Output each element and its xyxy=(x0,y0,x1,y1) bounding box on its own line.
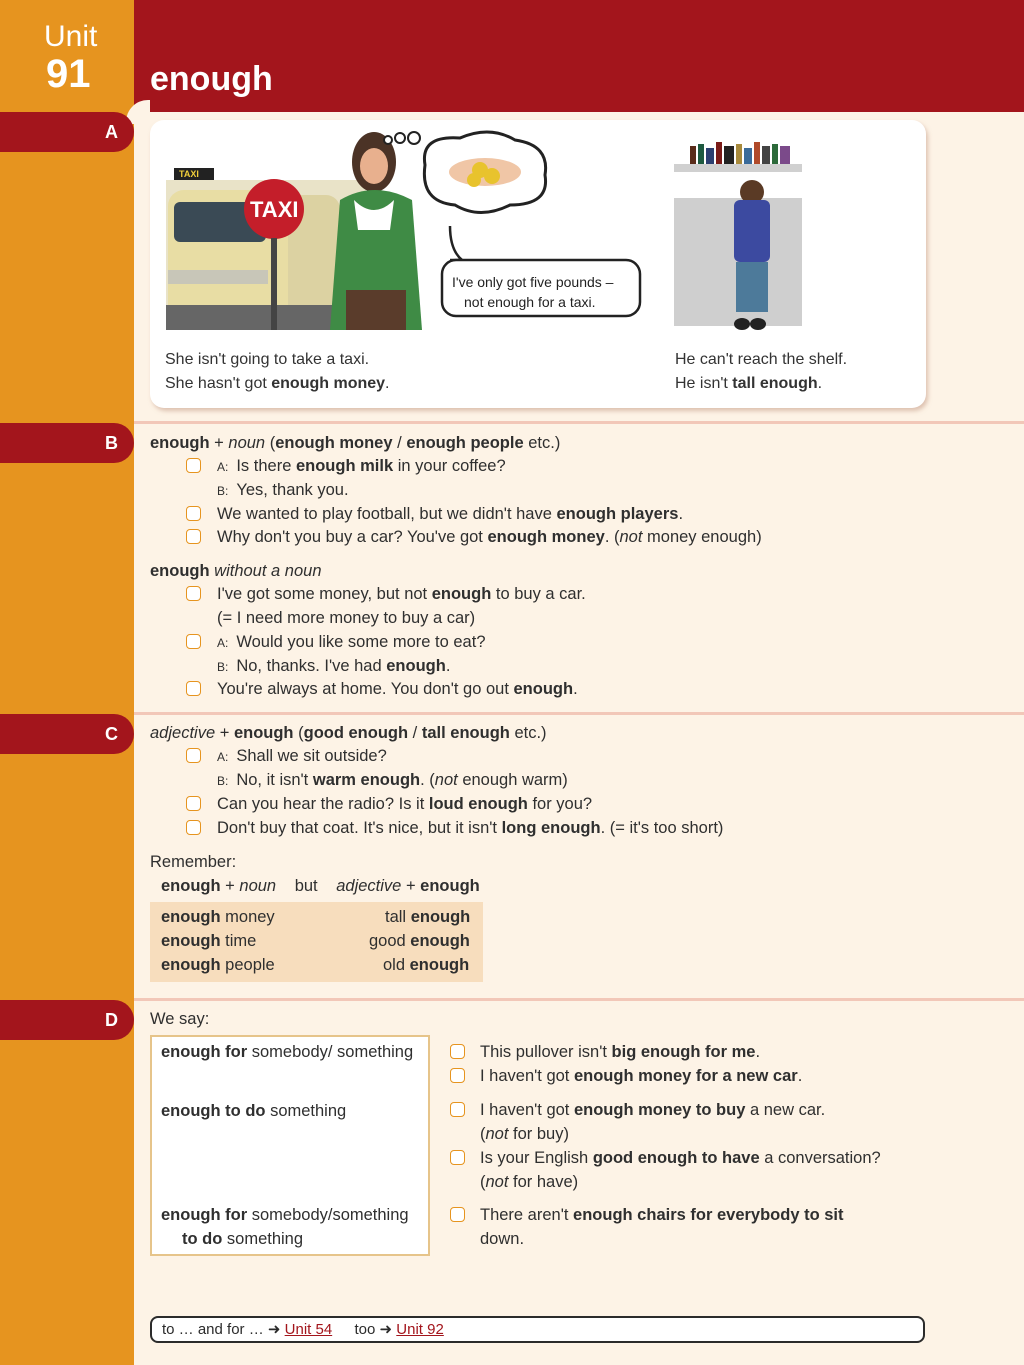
example-d4: Is your English good enough to have a conversation? xyxy=(480,1149,881,1167)
section-divider xyxy=(134,421,1024,424)
remember-label: Remember: xyxy=(150,853,237,871)
footer-text-1: to … and for … xyxy=(162,1321,264,1338)
section-b-heading-2: enough without a noun xyxy=(150,562,322,580)
example-d5b: down. xyxy=(480,1230,525,1248)
example-checkbox[interactable] xyxy=(186,796,201,811)
example-b5b: B: No, thanks. I've had enough. xyxy=(217,657,451,675)
example-checkbox[interactable] xyxy=(186,681,201,696)
example-checkbox[interactable] xyxy=(186,458,201,473)
section-divider xyxy=(134,998,1024,1001)
link-unit-54[interactable]: Unit 54 xyxy=(284,1321,333,1338)
example-c2: Can you hear the radio? Is it loud enough for you? xyxy=(217,795,593,813)
footer-text-2: too xyxy=(354,1321,376,1338)
speech-tail xyxy=(450,226,462,260)
example-b2: We wanted to play football, but we didn't have enough players. xyxy=(217,505,684,523)
example-checkbox[interactable] xyxy=(450,1207,465,1222)
example-b6: You're always at home. You don't go out enough. xyxy=(217,680,578,698)
illustration-panel xyxy=(150,120,926,408)
example-checkbox[interactable] xyxy=(186,820,201,835)
example-checkbox[interactable] xyxy=(186,748,201,763)
remember-row-right: old enough xyxy=(383,956,470,974)
page-title: enough xyxy=(150,60,273,98)
example-checkbox[interactable] xyxy=(186,586,201,601)
arrow-right-icon: ➜ xyxy=(379,1321,393,1338)
example-c1a: A: Shall we sit outside? xyxy=(217,747,387,765)
unit-number: 91 xyxy=(46,52,91,96)
example-d3b: (not for buy) xyxy=(480,1125,569,1143)
example-checkbox[interactable] xyxy=(450,1102,465,1117)
link-unit-92[interactable]: Unit 92 xyxy=(396,1321,444,1338)
example-c3: Don't buy that coat. It's nice, but it isn't long enough. (= it's too short) xyxy=(217,819,724,837)
example-checkbox[interactable] xyxy=(186,529,201,544)
speech-line-1: I've only got five pounds – xyxy=(452,274,614,290)
section-tab-c: C xyxy=(0,714,134,754)
remember-row-right: tall enough xyxy=(385,908,471,926)
example-d2: I haven't got enough money for a new car. xyxy=(480,1067,803,1085)
example-b3: Why don't you buy a car? You've got enough money. (not money enough) xyxy=(217,528,762,546)
section-d-intro: We say: xyxy=(150,1010,210,1028)
section-tab-d: D xyxy=(0,1000,134,1040)
remember-row-left: enough people xyxy=(161,956,275,974)
remember-compare: enough + noun but adjective + enough xyxy=(161,877,480,895)
woman-illustration xyxy=(330,132,422,330)
example-b1a: A: Is there enough milk in your coffee? xyxy=(217,457,506,475)
example-d4b: (not for have) xyxy=(480,1173,579,1191)
taxi-sign: TAXI xyxy=(250,197,299,222)
example-b4: I've got some money, but not enough to buy a car. xyxy=(217,585,586,603)
example-d5: There aren't enough chairs for everybody to sit xyxy=(480,1206,844,1224)
arrow-right-icon: ➜ xyxy=(267,1321,281,1338)
remember-row-right: good enough xyxy=(369,932,470,950)
example-b1b: B: Yes, thank you. xyxy=(217,481,349,499)
section-divider xyxy=(134,712,1024,715)
section-b-heading: enough + noun (enough money / enough people etc.) xyxy=(150,434,561,452)
remember-row-left: enough money xyxy=(161,908,275,926)
taxi-roof-sign: TAXI xyxy=(179,169,199,179)
cross-reference-bar xyxy=(150,1316,925,1343)
example-checkbox[interactable] xyxy=(186,634,201,649)
example-b4b: (= I need more money to buy a car) xyxy=(217,609,476,627)
example-checkbox[interactable] xyxy=(186,506,201,521)
example-b5a: A: Would you like some more to eat? xyxy=(217,633,486,651)
rule-2: enough to do something xyxy=(161,1102,347,1120)
section-tab-b: B xyxy=(0,423,134,463)
caption-left: She isn't going to take a taxi. She hasn't got enough money. xyxy=(165,351,390,392)
rule-3: enough for somebody/something xyxy=(161,1206,409,1224)
rule-1: enough for somebody/ something xyxy=(161,1043,414,1061)
remember-row-left: enough time xyxy=(161,932,257,950)
example-checkbox[interactable] xyxy=(450,1068,465,1083)
example-d3: I haven't got enough money to buy a new car. xyxy=(480,1101,826,1119)
caption-right: He can't reach the shelf. He isn't tall enough. xyxy=(675,351,848,392)
example-d1: This pullover isn't big enough for me. xyxy=(480,1043,761,1061)
unit-label: Unit xyxy=(44,20,98,53)
example-checkbox[interactable] xyxy=(450,1044,465,1059)
rule-3b: to do something xyxy=(182,1230,304,1248)
boy-shelf-illustration xyxy=(674,142,802,330)
section-tab-a: A xyxy=(0,112,134,152)
example-c1b: B: No, it isn't warm enough. (not enough warm) xyxy=(217,771,568,789)
example-checkbox[interactable] xyxy=(450,1150,465,1165)
speech-line-2: not enough for a taxi. xyxy=(464,294,596,310)
side-column xyxy=(0,0,134,1365)
section-c-heading: adjective + enough (good enough / tall enough etc.) xyxy=(150,724,547,742)
